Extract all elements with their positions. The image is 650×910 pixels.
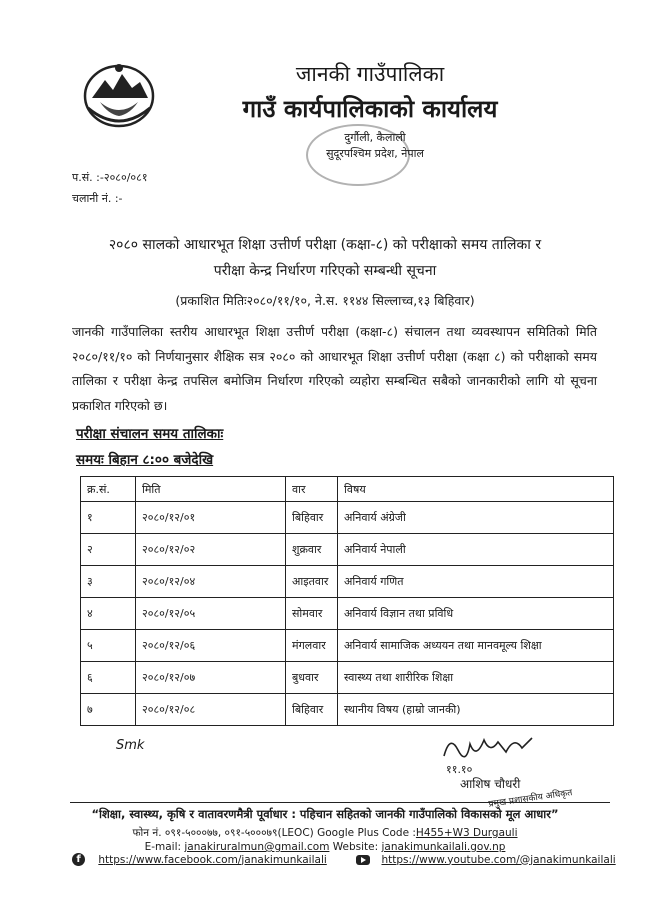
col-header-subject: विषय [338, 477, 614, 502]
col-header-date: मिति [136, 477, 286, 502]
website-link[interactable]: janakimunkailali.gov.np [381, 841, 506, 853]
table-row [81, 598, 614, 630]
signatory-name: आशिष चौधरी [460, 777, 521, 791]
cell-subject: स्थानीय विषय (हाम्रो जानकी) [338, 694, 614, 726]
cell-day: आइतवार [286, 566, 338, 598]
initials-signature: Smk [116, 738, 145, 753]
address-line-1: दुर्गौली, कैलाली [344, 131, 406, 144]
schedule-heading: परीक्षा संचालन समय तालिकाः [76, 426, 224, 442]
cell-sn: १ [81, 502, 136, 534]
plus-code-link[interactable]: H455+W3 Durgauli [415, 827, 518, 839]
office-address [300, 130, 450, 162]
cell-subject: अनिवार्य विज्ञान तथा प्रविधि [338, 598, 614, 630]
cell-day: मंगलवार [286, 630, 338, 662]
footer-phone [0, 826, 650, 840]
notice-title [40, 232, 610, 284]
cell-day: बिहिवार [286, 694, 338, 726]
cell-day: सोमवार [286, 598, 338, 630]
published-date: (प्रकाशित मितिः२०८०/११/१०, ने.स. ११४४ सिल्लाच्व,१३ बिहिवार) [175, 293, 475, 308]
facebook-link[interactable]: https://www.facebook.com/janakimunkailali [98, 853, 327, 866]
cell-date: २०८०/१२/०१ [136, 502, 286, 534]
col-header-sn: क्र.सं. [81, 477, 136, 502]
cell-subject: स्वास्थ्य तथा शारीरिक शिक्षा [338, 662, 614, 694]
municipality-name: जानकी गाउँपालिका [295, 62, 445, 86]
notice-title-line-2: परीक्षा केन्द्र निर्धारण गरिएको सम्बन्धी सूचना [213, 263, 437, 279]
cell-subject: अनिवार्य नेपाली [338, 534, 614, 566]
footer-divider [70, 802, 610, 803]
table-row [81, 630, 614, 662]
chalani-number: चलानी नं. :- [72, 192, 123, 205]
signatory-title: प्रमुख प्रशासकीय अधिकृत [487, 788, 573, 810]
footer-contact [0, 841, 650, 853]
cell-sn: ३ [81, 566, 136, 598]
table-row [81, 502, 614, 534]
cell-subject: अनिवार्य सामाजिक अध्ययन तथा मानवमूल्य शिक्षा [338, 630, 614, 662]
schedule-time: समयः बिहान ८:०० बजेदेखि [76, 452, 214, 468]
table-header-row [81, 477, 614, 502]
notice-title-line-1: २०८० सालको आधारभूत शिक्षा उत्तीर्ण परीक्षा (कक्षा-८) को परीक्षाको समय तालिका र [108, 237, 542, 253]
notice-body: जानकी गाउँपालिका स्तरीय आधारभूत शिक्षा उत्तीर्ण परीक्षा (कक्षा-८) संचालन तथा व्यवस्थापन समितिको मिति २०८०/११/१० को निर्णयानुसार शैक्षिक सत्र २०८० को आधारभूत शिक्षा उत्तीर्ण परीक्षा (कक्षा ८) को परीक्षाको समय तालिका र परीक्षा केन्द्र तपसिल बमोजिम निर्धारण गरिएको व्यहोरा सम्बन्धित सबैको जानकारीको लागि यो सूचना प्रकाशित गरिएको छ। [72, 324, 597, 413]
cell-day: बिहिवार [286, 502, 338, 534]
table-row [81, 566, 614, 598]
email-link[interactable]: janakiruralmun@gmail.com [184, 841, 330, 853]
facebook-icon: f [72, 853, 85, 866]
cell-day: शुक्रवार [286, 534, 338, 566]
cell-sn: २ [81, 534, 136, 566]
footer-motto: “शिक्षा, स्वास्थ्य, कृषि र वातावरणमैत्री पूर्वाधार : पहिचान सहितको जानकी गाउँपालिको विकासको मूल आधार” [91, 807, 559, 821]
youtube-link[interactable]: https://www.youtube.com/@janakimunkailali [381, 853, 616, 866]
cell-date: २०८०/१२/०६ [136, 630, 286, 662]
cell-sn: ५ [81, 630, 136, 662]
phone-label: फोन नं. ०९१-५०००७७, ०९१-५०००७९(LEOC) Google Plus Code : [132, 827, 416, 839]
schedule-table [80, 476, 614, 726]
cell-date: २०८०/१२/०२ [136, 534, 286, 566]
col-header-day: वार [286, 477, 338, 502]
cell-date: २०८०/१२/०७ [136, 662, 286, 694]
cell-day: बुधवार [286, 662, 338, 694]
office-name: गाउँ कार्यपालिकाको कार्यालय [242, 95, 498, 123]
footer-social [72, 853, 632, 866]
table-row [81, 662, 614, 694]
cell-date: २०८०/१२/०५ [136, 598, 286, 630]
cell-sn: ४ [81, 598, 136, 630]
cell-subject: अनिवार्य अंग्रेजी [338, 502, 614, 534]
patra-sankhya: प.सं. :-२०८०/०८१ [72, 171, 148, 184]
address-line-2: सुदूरपश्चिम प्रदेश, नेपाल [326, 147, 424, 160]
table-row [81, 534, 614, 566]
youtube-icon [356, 855, 370, 865]
cell-sn: ६ [81, 662, 136, 694]
cell-subject: अनिवार्य गणित [338, 566, 614, 598]
cell-date: २०८०/१२/०८ [136, 694, 286, 726]
signature-date: ११.१० [446, 763, 473, 776]
website-label: Website: [329, 841, 382, 853]
table-row [81, 694, 614, 726]
cell-date: २०८०/१२/०४ [136, 566, 286, 598]
email-label: E-mail: [144, 841, 185, 853]
cell-sn: ७ [81, 694, 136, 726]
